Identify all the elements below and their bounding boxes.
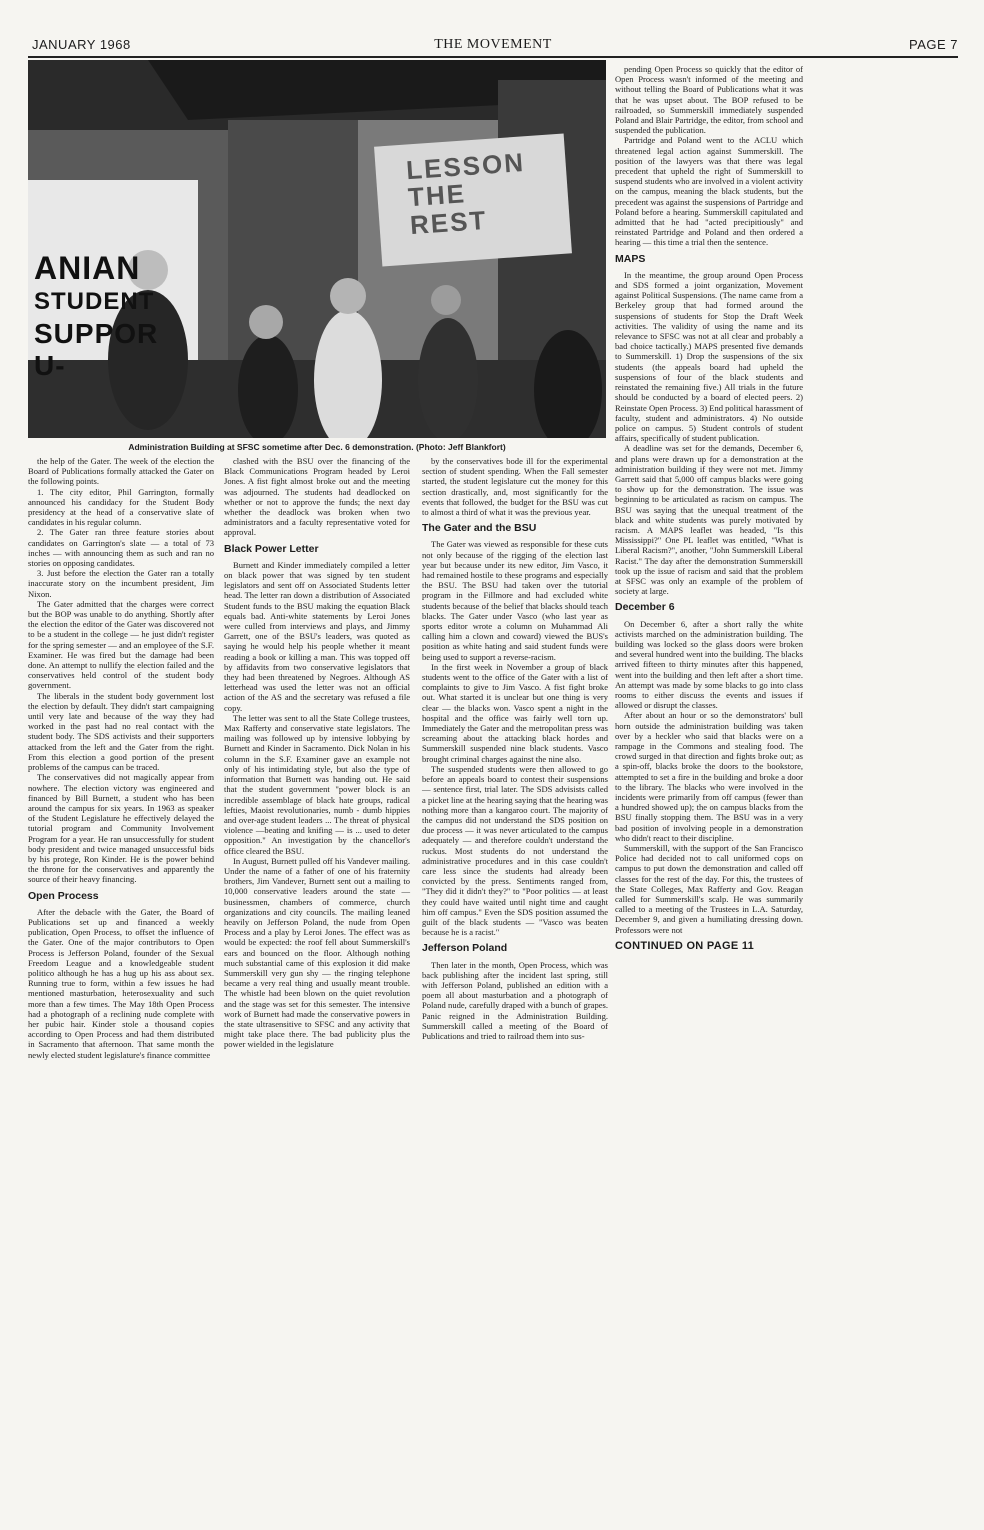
paragraph: 1. The city editor, Phil Garrington, formally announced his candidacy for the Student Body presidency at the head of a conservative slate of candidates in his regular column. [28,486,214,528]
paragraph: After about an hour or so the demonstrators' bull horn outside the administration building was taken over by a heckler who said that blacks were on a rampage in the Commons and stealing food. The crowd surged in that direction and fights broke out; as a spin-off, blacks broke the doors to the bookstore, attempted to set a fire in the building and broke a door to the library. The blacks who were involved in the incidents were primarily from off campus (fewer than a hundred showed up); the on campus blacks from the BSU finally stopping them. The BSU was in a very bad position of involving people in a demonstration who didn't react to their discipline. [615,710,803,843]
paragraph: The Gater was viewed as responsible for these cuts not only because of the rigging of the election last year but because under its new editor, Jim Vasco, it had remained hostile to these programs and especially the BSU. The BSU had taken over the tutorial program in the Fillmore and had excluded white students because of the belief that blacks should teach blacks. The Gater under Vasco (who last year as sports editor wrote a column on Muhammad Ali calling him a clown and coward) viewed the BUS's position as white hating and said student funds were being used to support a reverse-racism. [422,539,608,662]
photo-sign-line: U- [34,350,66,381]
photo-banner [405,147,560,239]
paragraph: The Gater admitted that the charges were correct but the BOP was unable to do anything. Shortly after the election the editor of the Gater was discovered not to be a student in the college — he just didn't register for the spring semester — and an employee of the S.F. Examiner. He was fired but the damage had been done. An attempt to nullify the election failed and the conservatives held control of the student body government. [28,598,214,691]
section-heading: Open Process [28,889,99,902]
photo-caption: Administration Building at SFSC sometime after Dec. 6 demonstration. (Photo: Jeff Blankfort) [128,442,506,452]
paragraph: 3. Just before the election the Gater ran a totally inaccurate story on the incumbent president, Jim Nixon. [28,568,214,599]
paragraph: 2. The Gater ran three feature stories about candidates on Garrington's slate — a total of 73 inches — with announcing them as such and ran no stories on opposing candidates. [28,527,214,569]
publication-title: THE MOVEMENT [434,37,552,52]
paragraph: After the debacle with the Gater, the Board of Publications set up and financed a weekly publication, Open Process, to offset the influence of the Gater. One of the major contributors to Open Process is Jefferson Poland, founder of the Sexual Freedom League and a knowledgeable student politico although he has a hug up his ass about sex. Running true to form, within a few issues he had mentioned masturbation, heterosexuality and such more than a few times. The May 18th Open Process had a photograph of a reclining nude complete with her pubic hair. Kinder stole a thousand copies according to Open Process and had them distributed in Sacramento that afternoon. That same month the newly elected student legislature's finance committee [28,906,214,1060]
paragraph: In the first week in November a group of black students went to the office of the Gater with a list of complaints to give to Jim Vasco. A fist fight broke out. What started it is unclear but one thing is very clear — the blacks won. Vasco spent a night in the hospital and the office was fairly well torn up. Immediately the Gater and the metropolitan press was screaming about the attacking black hordes and Summerskill suspended nine black students. Vasco brought criminal charges against the nine also. [422,661,608,764]
paragraph: Partridge and Poland went to the ACLU which threatened legal action against Summerskill. The position of the lawyers was that there was legal precedent that upheld the right of Summerskill to suspend students who are involved in a violent activity on the campus, meaning the black students, but the precedent was against the suspensions of Partridge and Poland before a hearing. Summerskill capitulated and admitted that he had "acted precipitiously" and reinstated Partridge and Poland and then ordered a hearing — this time a trial then the sentence. [615,135,803,248]
article-column-2 [224,456,410,1496]
page-number: PAGE 7 [908,37,958,52]
photo-illustration [28,60,606,438]
paragraph: clashed with the BSU over the financing of the Black Communications Program headed by Leroi Jones. A fist fight almost broke out and the meeting was adjourned. The students had deadlocked on whether or not to approve the funds; the next day whether the deadlock was broken when two administrators and a faculty representative voted for approval. [224,456,410,538]
section-heading: December 6 [615,601,675,614]
banner-line: LESSON [405,147,526,186]
photo-sign-line: ANIAN [34,250,141,286]
paragraph: The liberals in the student body government lost the election by default. They didn't start campaigning until very late and because of the way they had worked in the past had no real contact with the student body. The SDS activists and their supporters attacked from the left and the Gater from the right. From this election a good portion of the present problems of the campus can be traced. [28,690,214,773]
photo-sign-line: SUPPOR [34,318,159,349]
paragraph: On December 6, after a short rally the white activists marched on the administration building. The building was locked so the glass doors were broken and several hundred went into the building. The blacks arrived fifteen to thirty minutes after this happened, went into the building and then left after a short time. An attempt was made by some blacks to go into class rooms to either discuss the events and issues if allowed or disrupt the classes. [615,618,803,711]
continued-notice: CONTINUED ON PAGE 11 [615,939,755,952]
paragraph: Burnett and Kinder immediately compiled a letter on black power that was signed by ten student legislators and sent off on Associated Students letter head. The letter ran down a distribution of Associated Student funds to the BSU making the equation Black equals bad. Anti-white statements by Leroi Jones were culled from interviews and plays, and Jimmy Garrett, one of the BSU's leaders, was quoted as saying he would help his people whether it meant reading a book or killing a man. This was topped off by affidavits from two conservative legislators that they had been threatened by Negroes. Although AS letterhead was used the letter was not an official action of the AS and the secretary was refused a file copy. [224,559,410,713]
paragraph: by the conservatives bode ill for the experimental section of student spending. When the Fall semester started, the student legislature cut the money for this section drastically, and, most significantly for the events that followed, the budget for the BSU was cut to almost a third of what it was the previous year. [422,456,608,518]
section-heading: The Gater and the BSU [422,522,537,535]
paragraph: pending Open Process so quickly that the editor of Open Process wasn't informed of the meeting and without telling the Board of Publications what it was that he was upset about. The BOP refused to be railroaded, so Summerskill immediately suspended Poland and Blair Partridge, the editor, from school and suspended the publication. [615,64,803,136]
paragraph: In the meantime, the group around Open Process and SDS formed a joint organization, Movement against Political Suspensions. (The name came from a Berkeley group that had formed around the suspensions of students for Stop the Draft Week activities. The validity of using the name and its relevance to SFSC was not at all clear and probably a bad choice tactically.) MAPS presented five demands to Summerskill. 1) Drop the suspensions of the six students (the appeals board had upheld the suspensions of four of the black students and reinstated the remaining five.) All trials in the future should be conducted by a board of elected peers. 2) Reinstate Open Process. 3) End political harassment of faculty, student and administrators. 4) No outside police on campus. 5) Student controls of student affairs, specifically of student publication. [615,269,803,444]
banner-line: REST [408,204,489,240]
paragraph: The letter was sent to all the State College trustees, Max Rafferty and conservative state legislators. The mailing was followed up by intensive lobbying by Burnett and Kinder in Sacramento. Dick Nolan in his column in the S.F. Examiner gave an example not only of his intimidating style, but also the type of information that Burnett was handing out. He said that the student government "power block is an incredible assemblage of black hate groups, radical lefties, Maoist revolutionaries, numb - dumb hippies and over-age student leaders ... The threat of physical violence —beating and knifing — is ... used to deter opposition." An investigation by the chancellor's office cleared the BSU. [224,712,410,856]
article-column-1 [28,456,214,1496]
paragraph: the help of the Gater. The week of the election the Board of Publications formally attacked the Gater on the following points. [28,456,214,487]
masthead [28,36,958,58]
article-column-3 [422,456,608,1496]
section-heading: Jefferson Poland [422,942,508,955]
article-column-4 [615,64,803,1504]
paragraph: In August, Burnett pulled off his Vandever mailing. Under the name of a father of one of his fraternity brothers, Jim Vandever, Burnett sent out a mailing to 10,000 conservative leaders around the state — businessmen, chambers of commerce, church organizations and city councils. The mailing leaned heavily on Jefferson Poland, the nude from Open Process and a play by Leroi Jones. The effect was as would be expected: the roof fell about Summerskill's ears and bounced on the floor. Although nothing much substantial came of this explosion it did make Summerskill very gun shy — the ringing telephone became a very real thing and usually meant trouble. The whistle had been blown on the quiet revolution and the stage was set for this semester. The intensive work of Burnett had made the conservative powers in the state ultrasensitive to SFSC and any activity that might take place there. The bad publicity plus the power wielded in the legislature [224,855,410,1050]
banner-line: THE [407,178,468,213]
paragraph: Then later in the month, Open Process, which was back publishing after the incident last spring, still with Jefferson Poland, published an edition with a poem all about masturbation and a photograph of Poland nude, carefully draped with a bunch of grapes. Panic reigned in the Administration Building. Summerskill called a meeting of the Board of Publications and tried to railroad them into sus- [422,959,608,1041]
paragraph: The suspended students were then allowed to go before an appeals board to contest their suspensions — sentence first, trial later. The SDS advisists called a picket line at the hearing saying that the hearing was nothing more than a kangaroo court. The majority of the campus did not understand the SDS position on due process — it was never articulated to the campus adequately — and therefore couldn't understand the ruckus. Most students do not understand the administrative procedures and in this case couldn't care less since the students had already been convicted by the press. Sentiments ranged from, "They did it didn't they?" to "Poor politics — at least they could have waited until night time and caught him off campus." Even the SDS position assumed the guilt of the black students — "Vasco was beaten because he is a racist." [422,763,608,938]
paragraph: The conservatives did not magically appear from nowhere. The election victory was engineered and financed by Bill Burnett, a student who has been around the campus for six years. In 1963 as speaker of the Student Legislature he effectively delayed the tutorial program and Community Involvement Program for a year. He ran unsuccessfully for student body president and twice managed unsuccessful bids by his protege, Ron Kinder. He is the power behind the throne for the conservatives and apparently the source of their heavy financing. [28,772,214,885]
paragraph: Summerskill, with the support of the San Francisco Police had decided not to call uniformed cops on campus to put down the demonstration and called off classes for the rest of the day. For this, the trustees of the State Colleges, Max Rafferty and Gov. Reagan called for Summerskill's scalp. He was summarily called to a meeting of the Trustees in L.A. Saturday, December 9, and given a humiliating dressing down. Professors were not [615,843,803,935]
paragraph: A deadline was set for the demands, December 6, and plans were drawn up for a demonstration at the administration building if they were not met. Jimmy Garrett said that 5,000 off campus blacks were going to show up for the demonstration. The issue was beginning to be articulated as racism on campus. The BSU was saying that the unequal treatment of the black and white students was purely motivated by racism. A MAPS leaflet was headed, "Is this Mississippi?" One PL leaflet was entitled, "What is Liberal Racism?", another, "John Summerskill Liberal Racist." The day after the demonstration Summerskill took up the issue of racism and said that the problem at SFSC was only an example of the problem of society at large. [615,443,803,597]
section-heading: Black Power Letter [224,542,319,555]
section-heading: MAPS [615,252,646,265]
issue-date: JANUARY 1968 [32,37,131,52]
photo-sign-line: STUDENT [34,288,155,315]
demonstration-photo [28,60,606,438]
